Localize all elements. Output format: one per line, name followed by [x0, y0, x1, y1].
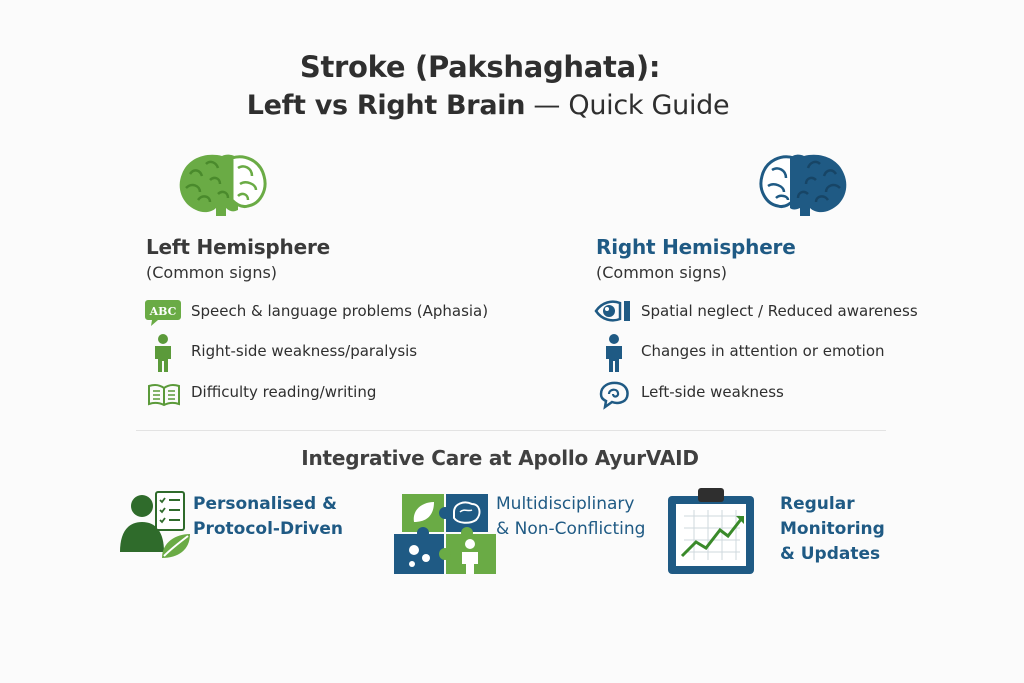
eye-icon: [594, 299, 634, 323]
doctor-checklist-leaf-icon: [118, 490, 192, 562]
green-brain-icon: [176, 150, 268, 220]
right-hemisphere-title: Right Hemisphere: [596, 235, 796, 259]
left-hemisphere-subtitle: (Common signs): [146, 263, 278, 282]
care-section-title: Integrative Care at Apollo AyurVAID: [301, 446, 699, 470]
left-hemisphere-title: Left Hemisphere: [146, 235, 330, 259]
main-title: Stroke (Pakshaghata):: [299, 50, 661, 84]
left-sign-reading: Difficulty reading/writing: [191, 383, 377, 401]
subtitle-bold: Left vs Right Brain: [246, 90, 526, 121]
right-hemisphere-subtitle: (Common signs): [596, 263, 728, 282]
care-item-monitoring-line2: Monitoring: [780, 519, 885, 539]
care-item-multidisciplinary: [496, 492, 645, 542]
left-sign-speech: Speech & language problems (Aphasia): [191, 302, 489, 320]
abc-speech-icon: [144, 297, 182, 327]
clipboard-chart-icon: [666, 486, 758, 576]
care-item-personalised-line2: Protocol-Driven: [193, 519, 344, 539]
subtitle-rest: — Quick Guide: [525, 90, 730, 121]
abc-badge-text: ABC: [149, 305, 177, 318]
person-icon: [152, 333, 174, 373]
person-icon: [603, 333, 625, 373]
care-item-personalised-line1: Personalised &: [193, 494, 337, 514]
right-sign-attention: Changes in attention or emotion: [641, 342, 885, 360]
care-item-monitoring-line3: & Updates: [780, 544, 881, 564]
ear-icon: [597, 380, 631, 410]
open-book-icon: [147, 383, 181, 407]
care-item-monitoring-line1: Regular: [780, 494, 855, 514]
subtitle: [0, 90, 976, 121]
right-sign-spatial: Spatial neglect / Reduced awareness: [641, 302, 918, 320]
right-sign-left-weakness: Left-side weakness: [641, 383, 784, 401]
left-sign-weakness: Right-side weakness/paralysis: [191, 342, 418, 360]
section-divider: [136, 430, 886, 431]
care-item-multidisciplinary-line2: & Non-Conflicting: [496, 519, 646, 539]
care-item-monitoring: [780, 492, 885, 567]
care-item-multidisciplinary-line1: Multidisciplinary: [496, 494, 635, 514]
care-item-personalised: [193, 492, 343, 542]
blue-brain-icon: [758, 150, 850, 220]
puzzle-pieces-icon: [392, 492, 498, 578]
